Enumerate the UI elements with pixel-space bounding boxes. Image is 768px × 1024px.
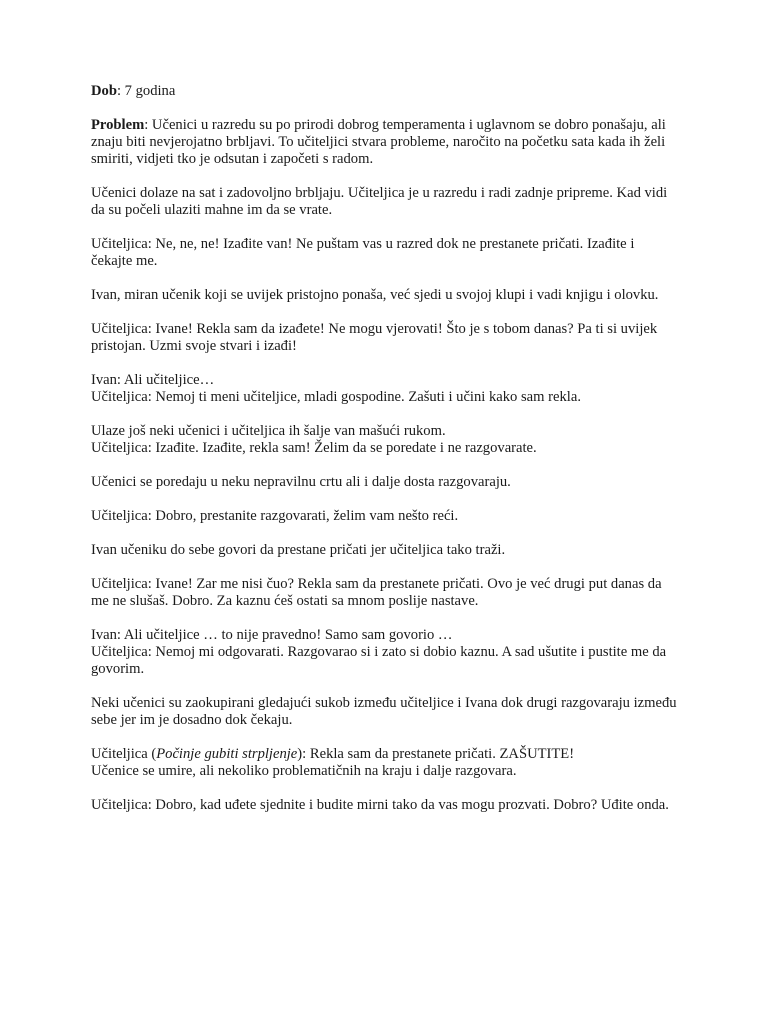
paragraph-9: Ivan učeniku do sebe govori da prestane pričati jer učiteljica tako traži. (91, 542, 506, 558)
teacher-prefix: Učiteljica ( (91, 746, 157, 762)
narration-line: Ulaze još neki učenici i učiteljica ih šalje van mašući rukom. (91, 423, 446, 439)
paragraph-1: Učenici dolaze na sat i zadovoljno brbljaju. Učiteljica je u razredu i radi zadnje pripreme. Kad vidi da su počeli ulaziti mahne im da se vrate. (91, 185, 668, 218)
paragraph-7: Učenici se poredaju u neku nepravilnu crtu ali i dalje dosta razgovaraju. (91, 474, 511, 490)
dob-label: Dob (91, 83, 117, 99)
paragraph-2: Učiteljica: Ne, ne, ne! Izađite van! Ne puštam vas u razred dok ne prestanete pričati. Izađite i čekajte me. (91, 236, 635, 269)
dialogue-line-teacher: Učiteljica: Izađite. Izađite, rekla sam! Želim da se poredate i ne razgovarate. (91, 440, 537, 456)
paragraph-4: Učiteljica: Ivane! Rekla sam da izađete! Ne mogu vjerovati! Što je s tobom danas? Pa ti si uvijek pristojan. Uzmi svoje stvari i izađi! (91, 321, 658, 354)
paragraph-13 (91, 746, 678, 780)
problem-paragraph (91, 117, 678, 168)
paragraph-11 (91, 627, 678, 678)
problem-label: Problem (91, 117, 145, 133)
paragraph-12: Neki učenici su zaokupirani gledajući sukob između učiteljice i Ivana dok drugi razgovaraju između sebe jer im je dosadno dok čekaju. (91, 695, 677, 728)
paragraph-6 (91, 423, 678, 457)
dialogue-line-teacher: Učiteljica: Nemoj ti meni učiteljice, mladi gospodine. Zašuti i učini kako sam rekla. (91, 389, 581, 405)
paragraph-14: Učiteljica: Dobro, kad uđete sjednite i budite mirni tako da vas mogu prozvati. Dobro? Uđite onda. (91, 797, 669, 813)
dialogue-line-ivan: Ivan: Ali učiteljice … to nije pravedno! Samo sam govorio … (91, 627, 453, 643)
paragraph-3: Ivan, miran učenik koji se uvijek pristojno ponaša, već sjedi u svojoj klupi i vadi knjigu i olovku. (91, 287, 659, 303)
dialogue-line-ivan: Ivan: Ali učiteljice… (91, 372, 215, 388)
problem-text: : Učenici u razredu su po prirodi dobrog temperamenta i uglavnom se dobro ponašaju, ali znaju biti nevjerojatno brbljavi. To učiteljici stvara probleme, naročito na početku sata kada ih želi smiriti, vidjeti tko je odsutan i započeti s radom. (91, 117, 666, 167)
dialogue-line-teacher (91, 746, 678, 763)
stage-direction: Počinje gubiti strpljenje (156, 746, 298, 762)
paragraph-5 (91, 372, 678, 406)
teacher-speech: ): Rekla sam da prestanete pričati. ZAŠUTITE! (297, 746, 575, 762)
dob-value: : 7 godina (116, 83, 176, 99)
paragraph-8: Učiteljica: Dobro, prestanite razgovarati, želim vam nešto reći. (91, 508, 459, 524)
dialogue-line-teacher: Učiteljica: Nemoj mi odgovarati. Razgovarao si i zato si dobio kaznu. A sad ušutite i pustite me da govorim. (91, 644, 667, 677)
paragraph-10: Učiteljica: Ivane! Zar me nisi čuo? Rekla sam da prestanete pričati. Ovo je već drugi put danas da me ne slušaš. Dobro. Za kaznu ćeš ostati sa mnom poslije nastave. (91, 576, 662, 609)
dob-paragraph (91, 83, 678, 100)
narration-line: Učenice se umire, ali nekoliko problematičnih na kraju i dalje razgovara. (91, 763, 517, 779)
